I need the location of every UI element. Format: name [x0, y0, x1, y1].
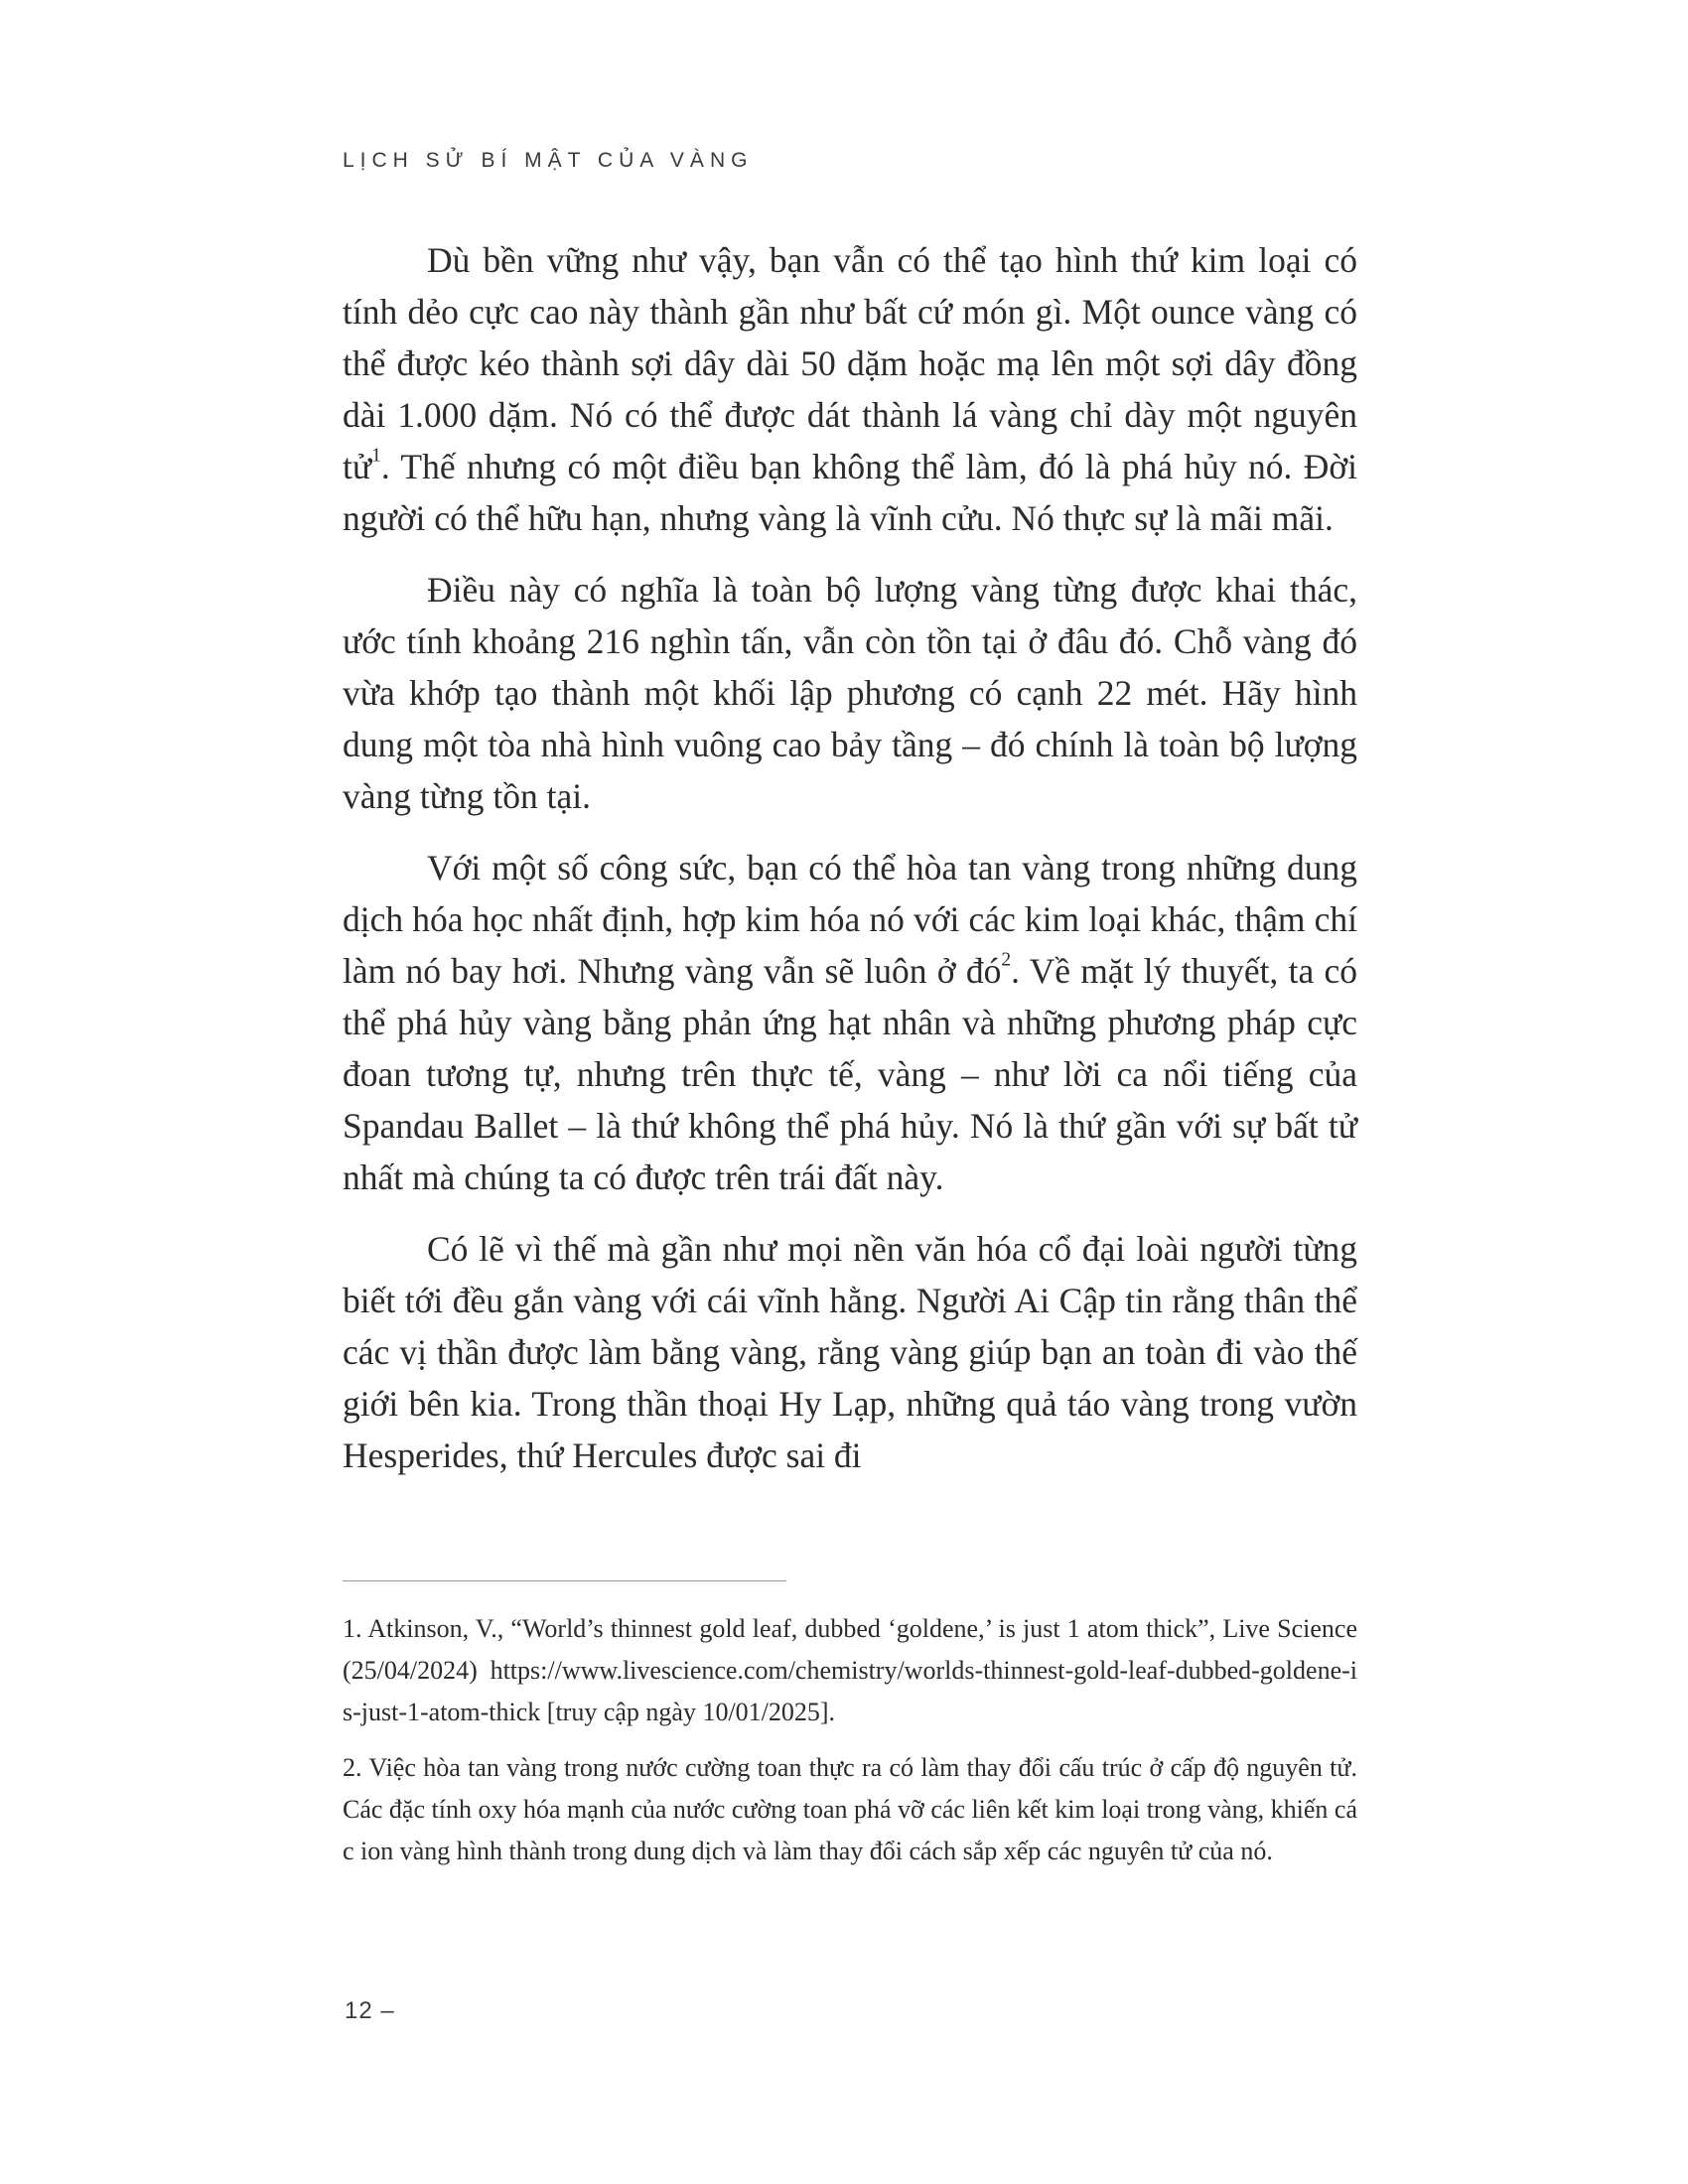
paragraph-2: Điều này có nghĩa là toàn bộ lượng vàng từng được khai thác, ước tính khoảng 216 nghìn tấn, vẫn còn tồn tại ở đâu đó. Chỗ vàng đó vừa khớp tạo thành một khối lập phương có cạnh 22 mét. Hãy hình dung một tòa nhà hình vuông cao bảy tầng – đó chính là toàn bộ lượng vàng từng tồn tại. [343, 570, 1357, 816]
footnote-1: 1. Atkinson, V., “World’s thinnest gold leaf, dubbed ‘goldene,’ is just 1 atom thick”, Live Science (25/04/2024) https://www.livescience.com/chemistry/worlds-thinnest-gold-leaf-dubbed-goldene-is-just-1-atom-thick [truy cập ngày 10/01/2025]. [343, 1614, 1357, 1726]
paragraph-3-text-a: Với một số công sức, bạn có thể hòa tan vàng trong những dung dịch hóa học nhất định, hợp kim hóa nó với các kim loại khác, thậm chí làm nó bay hơi. Nhưng vàng vẫn sẽ luôn ở đó [343, 848, 1357, 991]
footnote-2: 2. Việc hòa tan vàng trong nước cường toan thực ra có làm thay đổi cấu trúc ở cấp độ nguyên tử. Các đặc tính oxy hóa mạnh của nước cường toan phá vỡ các liên kết kim loại trong vàng, khiến các ion vàng hình thành trong dung dịch và làm thay đổi cách sắp xếp các nguyên tử của nó. [343, 1753, 1357, 1865]
footnotes [343, 1608, 1357, 1886]
running-head-title: LỊCH SỬ BÍ MẬT CỦA VÀNG [343, 149, 754, 172]
paragraph-3-text-b: . Về mặt lý thuyết, ta có thể phá hủy vàng bằng phản ứng hạt nhân và những phương pháp cực đoan tương tự, nhưng trên thực tế, vàng – như lời ca nổi tiếng của Spandau Ballet – là thứ không thể phá hủy. Nó là thứ gần với sự bất tử nhất mà chúng ta có được trên trái đất này. [343, 951, 1357, 1197]
paragraph-3 [343, 842, 1357, 1203]
main-text [343, 234, 1357, 1501]
footnote-divider [343, 1580, 786, 1581]
paragraph-1-text-a: Dù bền vững như vậy, bạn vẫn có thể tạo hình thứ kim loại có tính dẻo cực cao này thành gần như bất cứ món gì. Một ounce vàng có thể được kéo thành sợi dây dài 50 dặm hoặc mạ lên một sợi dây đồng dài 1.000 dặm. Nó có thể được dát thành lá vàng chỉ dày một nguyên tử [343, 240, 1357, 486]
page-number: 12 – [345, 1997, 395, 2024]
footnote-ref-2[interactable]: 2 [1001, 949, 1012, 971]
paragraph-4: Có lẽ vì thế mà gần như mọi nền văn hóa cổ đại loài người từng biết tới đều gắn vàng với cái vĩnh hằng. Người Ai Cập tin rằng thân thể các vị thần được làm bằng vàng, rằng vàng giúp bạn an toàn đi vào thế giới bên kia. Trong thần thoại Hy Lạp, những quả táo vàng trong vườn Hesperides, thứ Hercules được sai đi [343, 1229, 1357, 1475]
footnote-ref-1[interactable]: 1 [371, 445, 381, 467]
paragraph-1-text-b: . Thế nhưng có một điều bạn không thể làm, đó là phá hủy nó. Đời người có thể hữu hạn, nhưng vàng là vĩnh cửu. Nó thực sự là mãi mãi. [343, 447, 1357, 538]
paragraph-1 [343, 234, 1357, 544]
